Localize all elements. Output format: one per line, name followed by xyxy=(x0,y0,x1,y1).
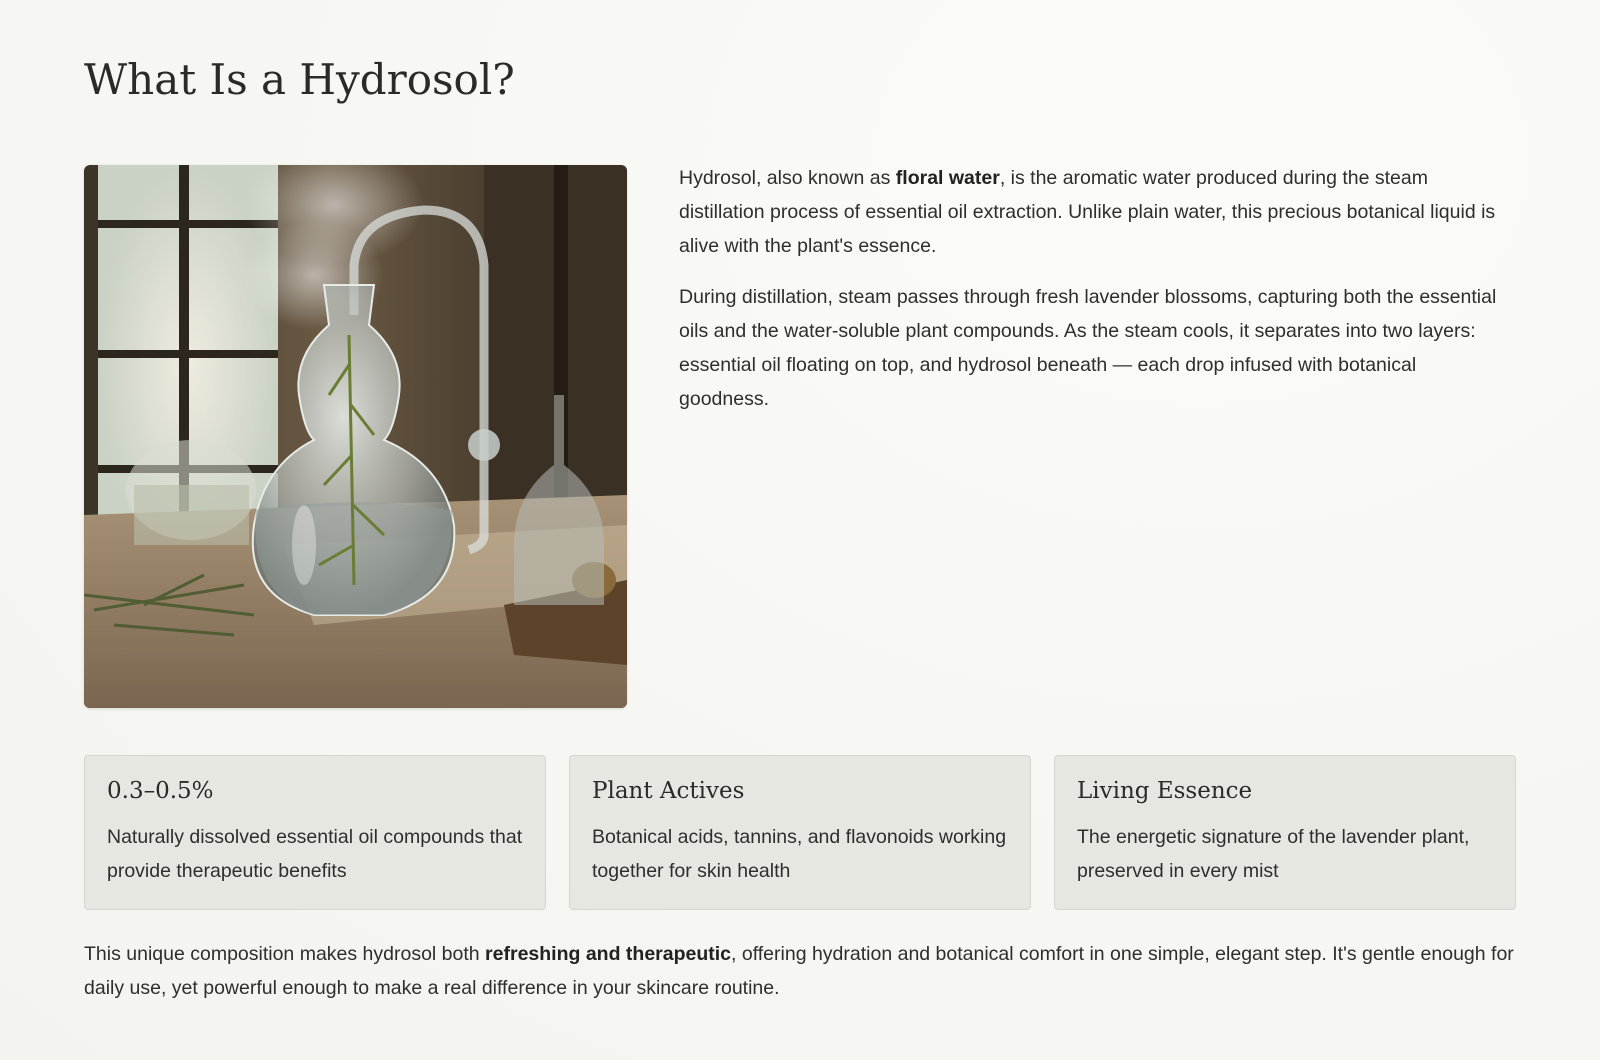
card-living-essence xyxy=(1054,755,1516,910)
card-title: Plant Actives xyxy=(592,778,745,804)
page-title: What Is a Hydrosol? xyxy=(84,55,515,104)
card-title: Living Essence xyxy=(1077,778,1253,804)
floral-water-emphasis: floral water xyxy=(895,167,1000,189)
intro-p1-text-start: Hydrosol, also known as xyxy=(679,167,896,189)
card-plant-actives xyxy=(569,755,1031,910)
outro-paragraph xyxy=(84,937,1516,1005)
card-title: 0.3–0.5% xyxy=(107,778,214,804)
card-text: Naturally dissolved essential oil compounds that provide therapeutic benefits xyxy=(107,826,523,882)
card-text: Botanical acids, tannins, and flavonoids working together for skin health xyxy=(592,826,1007,882)
intro-paragraph-1 xyxy=(679,161,1499,263)
card-text: The energetic signature of the lavender plant, preserved in every mist xyxy=(1077,826,1470,882)
outro-text-end: , offering hydration and botanical comfort in one simple, elegant step. It's gentle enough for daily use, yet powerful enough to make a real difference in your skincare routine. xyxy=(84,943,1514,999)
intro-text xyxy=(679,161,1499,433)
intro-paragraph-2: During distillation, steam passes through fresh lavender blossoms, capturing both the essential oils and the water-soluble plant compounds. As the steam cools, it separates into two layers: essential oil floating on top, and hydrosol beneath — each drop infused with botanical goodness. xyxy=(679,286,1497,410)
refreshing-therapeutic-emphasis: refreshing and therapeutic xyxy=(485,943,732,965)
intro-p1-text-end: , is the aromatic water produced during the steam distillation process of essential oil extraction. Unlike plain water, this precious botanical liquid is alive with the plant's essence. xyxy=(679,167,1496,257)
distillation-photo xyxy=(84,165,627,708)
feature-cards xyxy=(84,755,1516,912)
outro-text-start: This unique composition makes hydrosol both xyxy=(84,943,486,965)
card-oil-percentage xyxy=(84,755,546,910)
